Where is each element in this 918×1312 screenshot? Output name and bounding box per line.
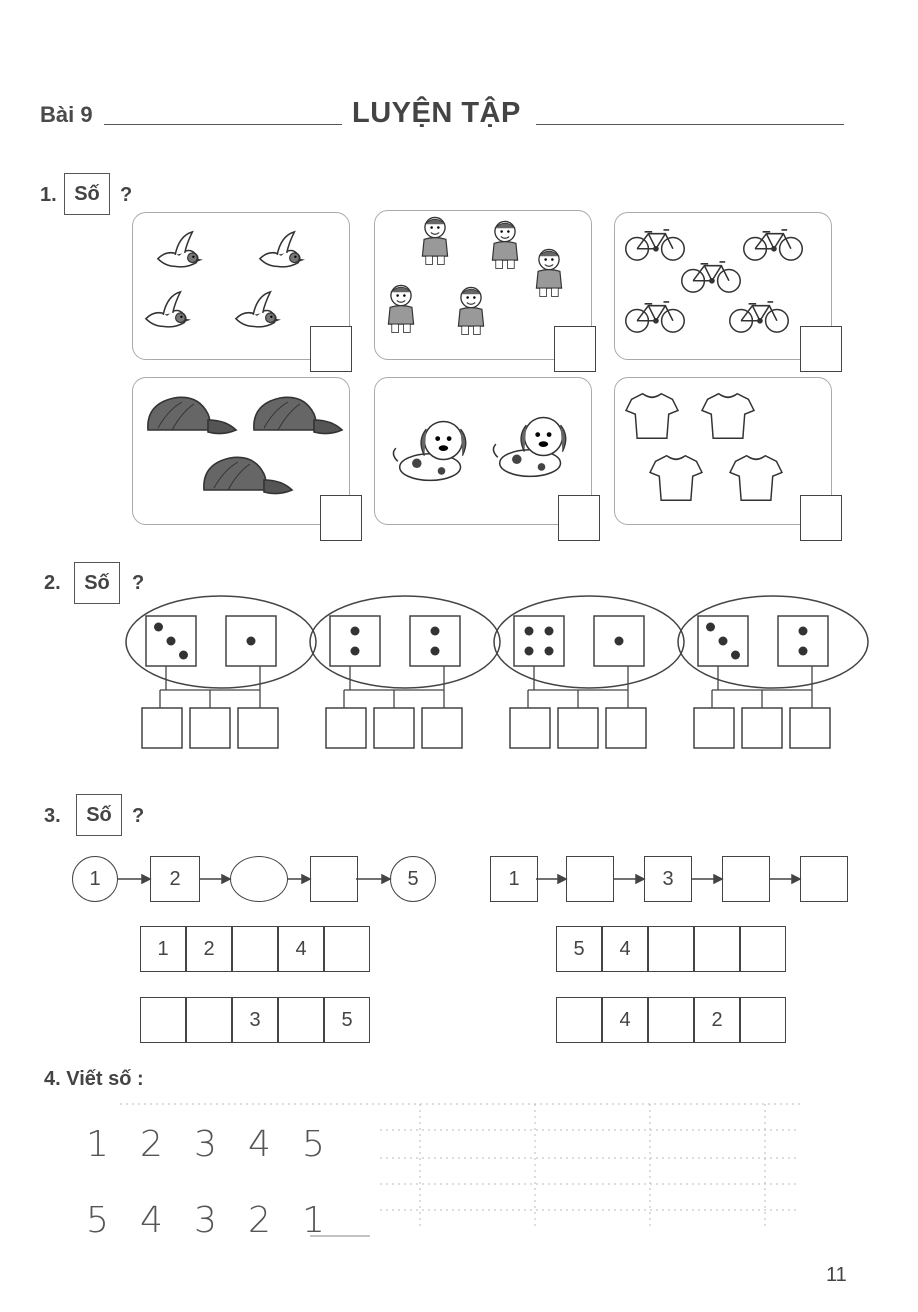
q3-cell[interactable]: [232, 926, 278, 972]
q2-die-dot: [719, 637, 728, 646]
q2-answer-box[interactable]: [694, 708, 734, 748]
q2-die-dot: [731, 651, 740, 660]
q4-label: 4. Viết số :: [44, 1068, 144, 1090]
bird-icon: [228, 288, 286, 341]
lesson-label: Bài 9: [40, 102, 93, 127]
q4-sample-digit: 4: [140, 1200, 163, 1241]
q3-seq-left-item-1: 1: [72, 856, 118, 902]
q3-cell: 3: [232, 997, 278, 1043]
q1-answer-box[interactable]: [320, 495, 362, 541]
q1-question-mark: ?: [120, 184, 133, 206]
q2-die-dot: [351, 627, 360, 636]
q1-number: 1.: [40, 184, 57, 206]
q3-seq-right-item-2[interactable]: [566, 856, 614, 902]
q1-answer-box[interactable]: [558, 495, 600, 541]
bird-icon: [150, 228, 208, 281]
q3-cell[interactable]: [648, 997, 694, 1043]
q2-answer-box[interactable]: [238, 708, 278, 748]
q4-sample-digit: 3: [194, 1200, 217, 1241]
q2-die-face: [410, 616, 460, 666]
q2-die-face: [778, 616, 828, 666]
q2-die-dot: [167, 637, 176, 646]
bird-icon: [252, 228, 310, 281]
q4-sample-digit: 2: [140, 1124, 163, 1165]
q2-answer-box[interactable]: [606, 708, 646, 748]
q2-die-face: [514, 616, 564, 666]
q3-cell[interactable]: [140, 997, 186, 1043]
q2-number: 2.: [44, 572, 61, 594]
q2-die-dot: [431, 647, 440, 656]
q2-answer-box[interactable]: [790, 708, 830, 748]
q2-die-dot: [247, 637, 256, 646]
q1-so-box: Số: [64, 173, 110, 215]
q2-die-dot: [431, 627, 440, 636]
q2-question-mark: ?: [132, 572, 145, 594]
q2-die-dot: [799, 647, 808, 656]
q3-cell: 2: [186, 926, 232, 972]
page-number: 11: [826, 1264, 847, 1286]
q2-die-dot: [545, 627, 554, 636]
q2-die-dot: [706, 623, 715, 632]
q2-answer-box[interactable]: [510, 708, 550, 748]
page-title: LUYỆN TẬP: [352, 97, 521, 129]
bicycle-icon: [726, 298, 792, 341]
bicycle-icon: [622, 298, 688, 341]
shirt-icon: [728, 452, 784, 509]
q1-answer-box[interactable]: [800, 326, 842, 372]
q2-so-box: Số: [74, 562, 120, 604]
q3-cell[interactable]: [694, 926, 740, 972]
q2-answer-box[interactable]: [374, 708, 414, 748]
q2-die-dot: [154, 623, 163, 632]
q4-sample-digit: 5: [86, 1200, 109, 1241]
shirt-icon: [624, 390, 680, 447]
q2-answer-box[interactable]: [326, 708, 366, 748]
header-rule-left: [104, 124, 342, 125]
q4-writing-grid: [80, 1100, 820, 1240]
q3-number: 3.: [44, 805, 61, 827]
child-icon: [380, 282, 422, 341]
q2-die-dot: [545, 647, 554, 656]
q3-cell: 2: [694, 997, 740, 1043]
bicycle-icon: [678, 258, 744, 301]
shirt-icon: [700, 390, 756, 447]
q2-answer-box[interactable]: [190, 708, 230, 748]
shirt-icon: [648, 452, 704, 509]
q3-cell[interactable]: [278, 997, 324, 1043]
q1-answer-box[interactable]: [310, 326, 352, 372]
q3-seq-left-item-4[interactable]: [310, 856, 358, 902]
child-icon: [414, 214, 456, 273]
q3-seq-left-item-2: 2: [150, 856, 200, 902]
q2-die-face: [330, 616, 380, 666]
q4-sample-digit: 5: [302, 1124, 325, 1165]
q3-seq-left-item-5: 5: [390, 856, 436, 902]
q3-seq-left-item-3[interactable]: [230, 856, 288, 902]
q3-cell[interactable]: [648, 926, 694, 972]
q3-cell[interactable]: [186, 997, 232, 1043]
q3-seq-right-item-3: 3: [644, 856, 692, 902]
q2-dice-diagram: [0, 590, 918, 770]
q3-cell: 4: [602, 997, 648, 1043]
q1-answer-box[interactable]: [800, 495, 842, 541]
q2-answer-box[interactable]: [422, 708, 462, 748]
q3-question-mark: ?: [132, 805, 145, 827]
q3-cell[interactable]: [556, 997, 602, 1043]
cap-icon: [138, 390, 238, 455]
q3-cell: 4: [602, 926, 648, 972]
cap-icon: [244, 390, 344, 455]
q3-cell: 4: [278, 926, 324, 972]
q2-die-dot: [351, 647, 360, 656]
q2-answer-box[interactable]: [742, 708, 782, 748]
q4-sample-digit: 1: [302, 1200, 325, 1241]
q1-answer-box[interactable]: [554, 326, 596, 372]
child-icon: [484, 218, 526, 277]
child-icon: [528, 246, 570, 305]
q4-sample-digit: 1: [86, 1124, 109, 1165]
q3-cell[interactable]: [740, 926, 786, 972]
q2-die-dot: [525, 627, 534, 636]
bicycle-icon: [740, 226, 806, 269]
q3-cell: 5: [556, 926, 602, 972]
dog-icon: [384, 412, 480, 493]
q3-seq-right-item-4[interactable]: [722, 856, 770, 902]
q3-seq-right-item-5[interactable]: [800, 856, 848, 902]
q2-die-dot: [179, 651, 188, 660]
q4-sample-digit: 3: [194, 1124, 217, 1165]
q3-seq-right-item-1: 1: [490, 856, 538, 902]
q2-die-dot: [525, 647, 534, 656]
q2-answer-box[interactable]: [142, 708, 182, 748]
bird-icon: [138, 288, 196, 341]
q3-cell: 1: [140, 926, 186, 972]
q3-cell[interactable]: [740, 997, 786, 1043]
q2-die-dot: [799, 627, 808, 636]
q2-answer-box[interactable]: [558, 708, 598, 748]
cap-icon: [194, 450, 294, 515]
header-rule-right: [536, 124, 844, 125]
q3-cell: 5: [324, 997, 370, 1043]
q3-so-box: Số: [76, 794, 122, 836]
q2-die-dot: [615, 637, 624, 646]
child-icon: [450, 284, 492, 343]
q4-sample-digit: 4: [248, 1124, 271, 1165]
dog-icon: [484, 408, 580, 489]
q3-cell[interactable]: [324, 926, 370, 972]
q4-sample-digit: 2: [248, 1200, 271, 1241]
